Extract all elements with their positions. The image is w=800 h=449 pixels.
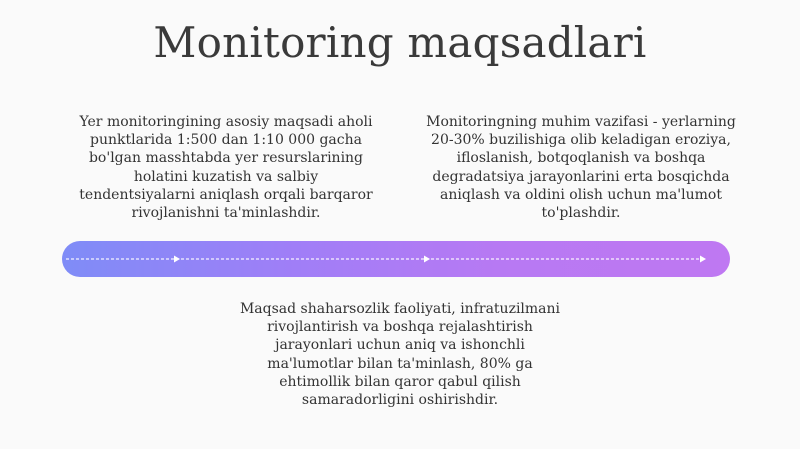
timeline-arrows [62,241,730,277]
arrow-right-icon [700,256,706,263]
arrow-right-icon [174,256,180,263]
slide-title: Monitoring maqsadlari [153,18,647,67]
timeline-bar [62,241,730,277]
goal-paragraph-bottom: Maqsad shaharsozlik faoliyati, infratuzilmani rivojlantirish va boshqa rejalashtirish jarayonlari uchun aniq va ishonchli ma'lumotlar bilan ta'minlash, 80% ga ehtimollik bilan qaror qabul qilish samaradorligini oshirishdir. [239,301,561,409]
arrow-right-icon [424,256,430,263]
goal-paragraph-right: Monitoringning muhim vazifasi - yerlarning 20-30% buzilishiga olib keladigan eroziya, ifloslanish, botqoqlanish va boshqa degradatsiya jarayonlarini erta bosqichda aniqlash va oldini olish uchun ma'lumot to'plashdir. [426,114,736,222]
goal-paragraph-left: Yer monitoringining asosiy maqsadi aholi punktlarida 1:500 dan 1:10 000 gacha bo'lgan masshtabda yer resurslarining holatini kuzatish va salbiy tendentsiyalarni aniqlash orqali barqaror rivojlanishni ta'minlashdir. [79,114,373,222]
